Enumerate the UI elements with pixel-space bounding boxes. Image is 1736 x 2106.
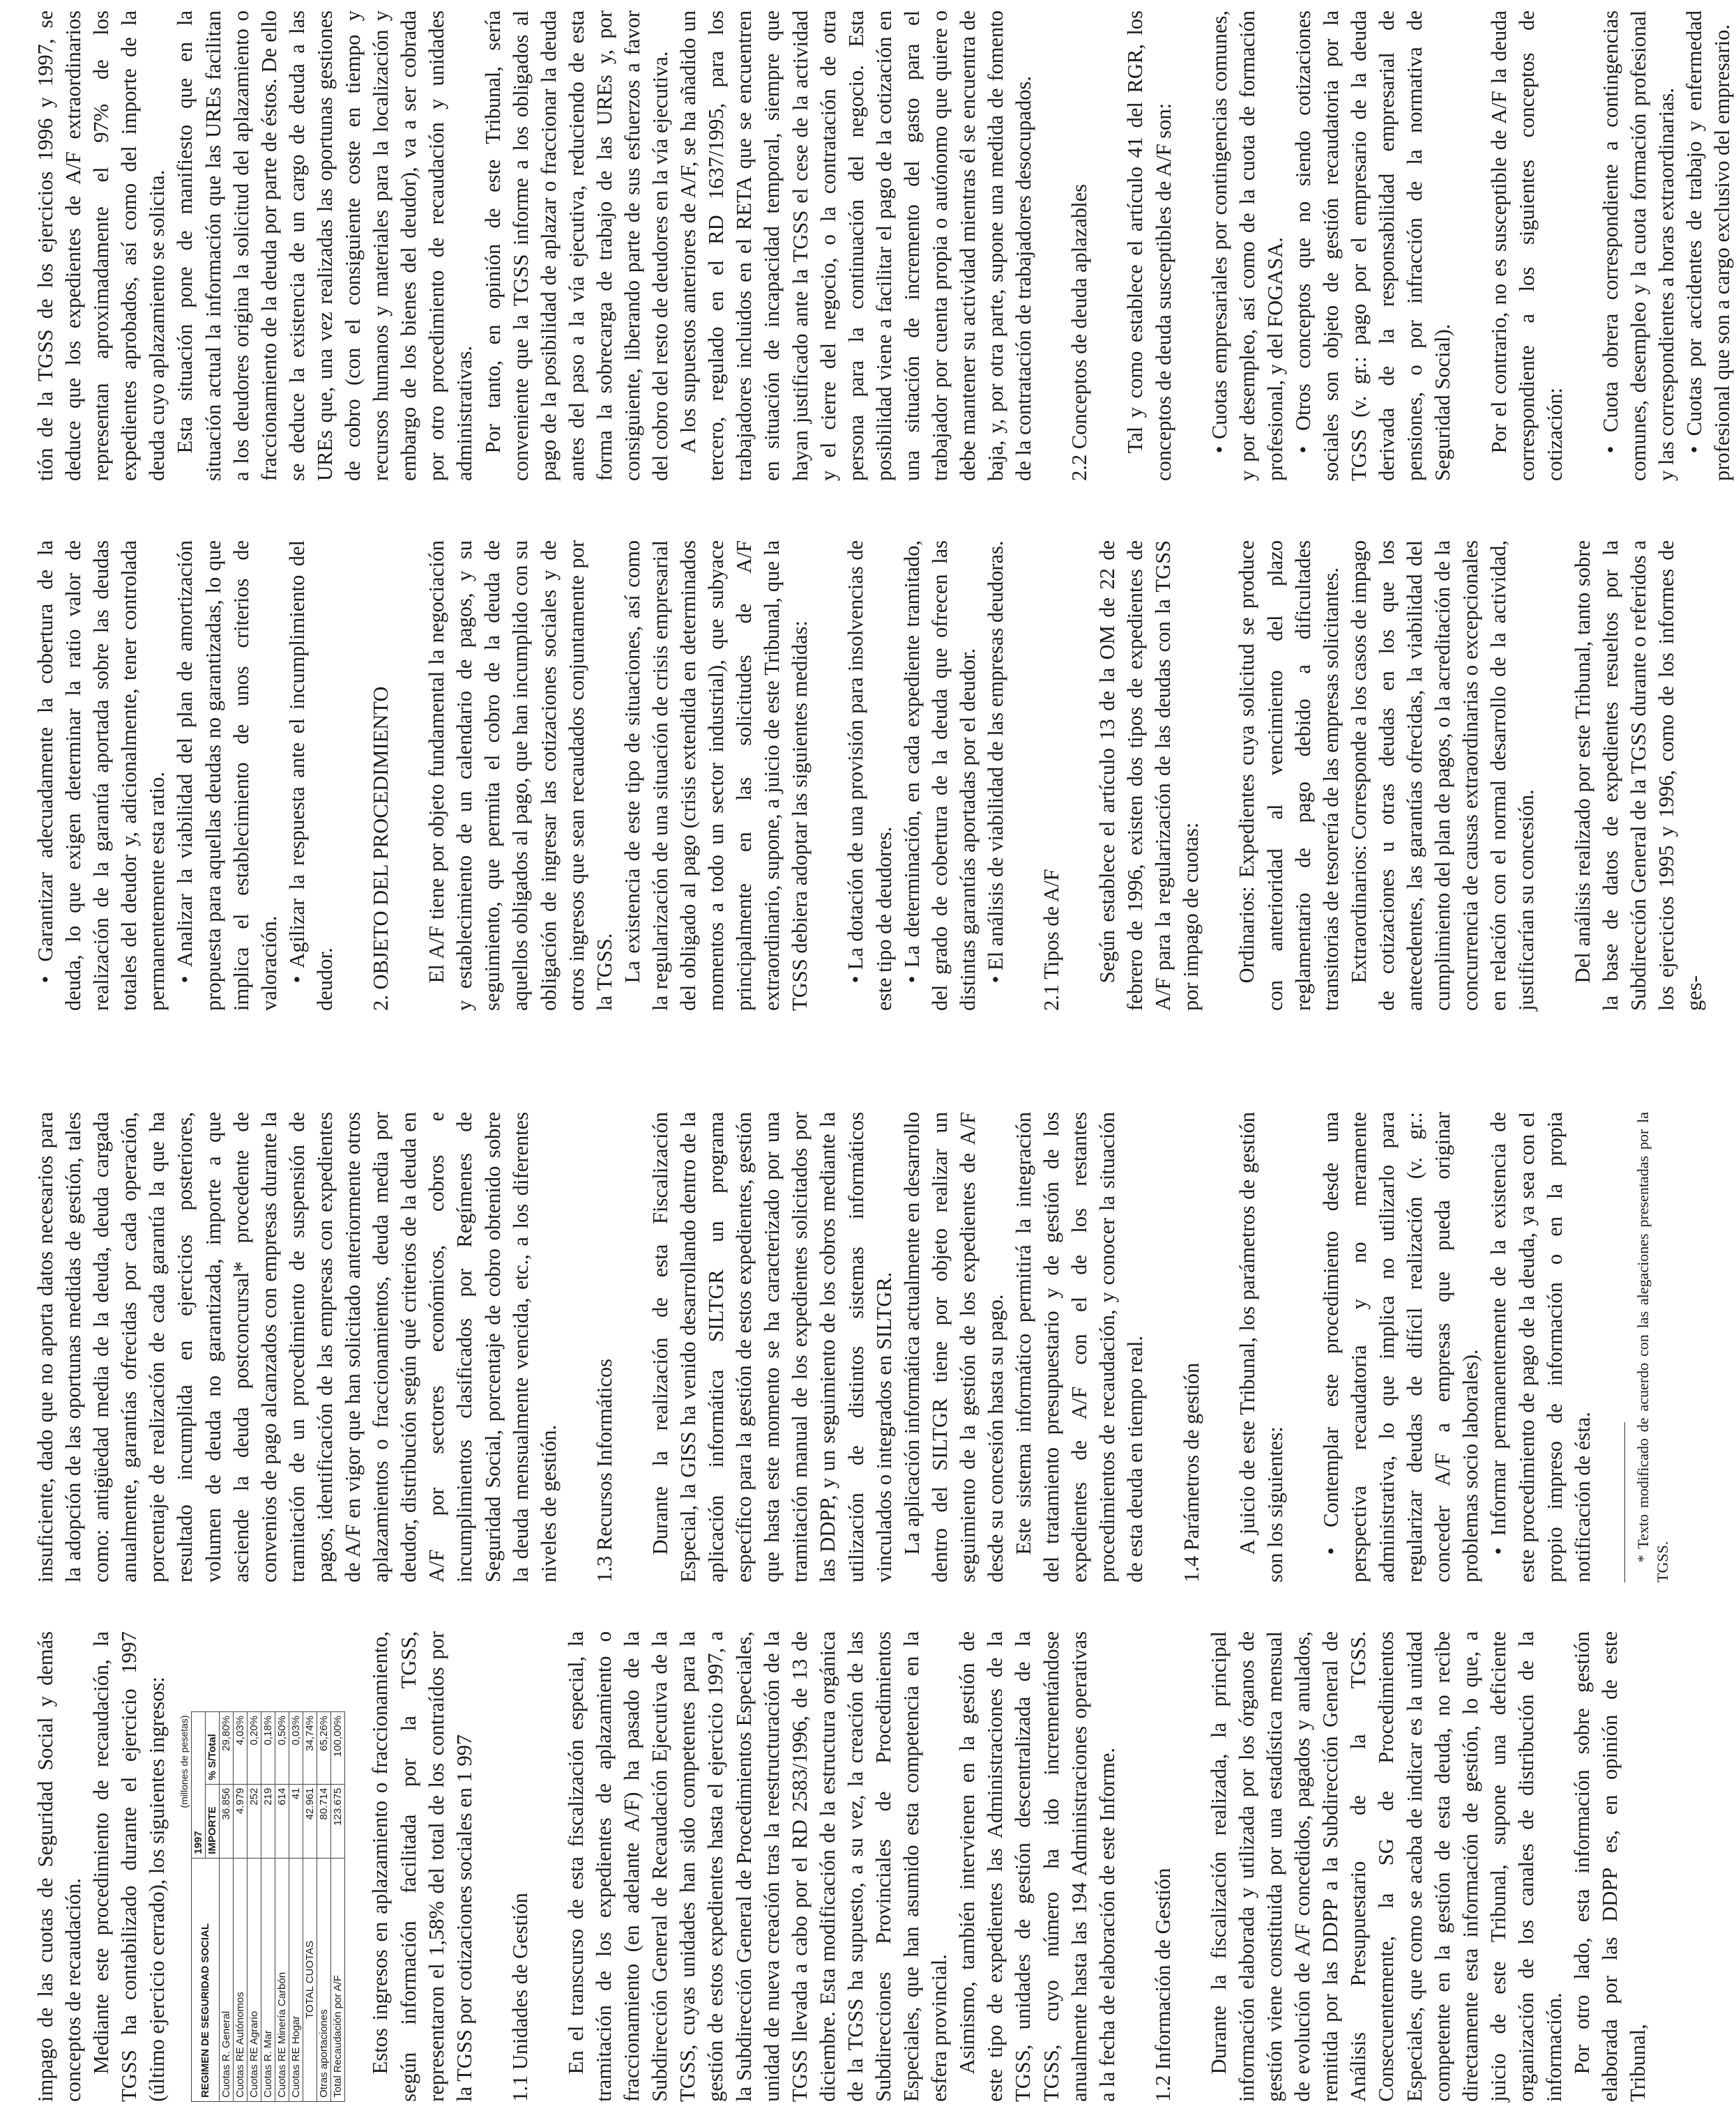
paragraph: impago de las cuotas de Seguridad Social y demás conceptos de recaudación.	[33, 1631, 86, 2102]
table-cell: 65,26%	[317, 1712, 331, 1785]
table-cell: 0,20%	[248, 1712, 261, 1785]
paragraph: A los supuestos anteriores de A/F, se ha añadido un tercero, regulado en el RD 1637/1995, para los trabajadores incluidos en el RETA que se encuentren en situación de incapacidad temporal, siempre que hayan justificado ante la TGSS el cese de la actividad y el cierre del negocio, o la contratación de otra persona para la continuación del negocio. Esta posibilidad viene a facilitar el pago de la cotización en una situación de incremento del gasto para el trabajador por cuenta propia o autónomo que quiere o debe mantener su actividad mientras él se encuentra de baja, y, por otra parte, supone una medida de fomento de la contratación de trabajadores desocupados.	[676, 10, 1036, 481]
section-heading: 2. OBJETO DEL PROCEDIMIENTO	[369, 686, 393, 1011]
table-cell: 252	[248, 1784, 261, 1858]
paragraph: Durante la fiscalización realizada, la principal información elaborada y utilizada por los órganos de gestión viene constituida por una estadística mensual de evolución de A/F concedidos, pagados y anulados, remitida por las DDPP a la Subdirección General de Análisis Presupuestario de la TGSS. Consecuentemente, la SG de Procedimientos Especiales, que como se acaba de indicar es la unidad competente en la gestión de esta deuda, no recibe directamente esta información de gestión, lo que, a juicio de este Tribunal, supone una deficiente organización de los canales de distribución de la información.	[1206, 1631, 1567, 2102]
list-item: • Otros conceptos que no siendo cotizaciones sociales son objeto de gestión recaudatoria por la TGSS (v. gr.: pago por el empresario de la deuda derivada de la responsabilidad empresarial de pensiones, o por infracción de la normativa de Seguridad Social).	[1289, 10, 1457, 481]
table-header-importe: IMPORTE	[206, 1784, 220, 1858]
paragraph: Mediante este procedimiento de recaudación, la TGSS ha contabilizado durante el ejercicio 1997 (último ejercicio cerrado), los siguientes ingresos:	[89, 1631, 169, 2102]
table-cell: Cuotas R. General	[220, 1858, 234, 2101]
list-item: • Agilizar la respuesta ante el incumplimiento del deudor.	[283, 540, 339, 1011]
table-row	[289, 1712, 303, 2102]
section-heading: 1.2 Información de Gestión	[1150, 1868, 1175, 2102]
paragraph: insuficiente, dado que no aporta datos necesarios para la adopción de las oportunas medidas de gestión, tales como: antigüedad media de la deuda, deuda cargada anualmente, garantías ofrecidas por cada operación, porcentaje de realización de cada garantía la que ha resultado incumplida en ejercicios posteriores, volumen de deuda no garantizada, importe a que asciende la deuda postconcursal* procedente de convenios de pago alcanzados con empresas durante la tramitación de un procedimiento de suspensión de pagos, identificación de las empresas con expedientes de A/F en vigor que han solicitado anteriormente otros aplazamientos o fraccionamientos, deuda media por deudor, distribución según qué criterios de la deuda en A/F por sectores económicos, cobros e incumplimientos clasificados por Regímenes de Seguridad Social, porcentaje de cobro obtenido sobre la deuda mensualmente vencida, etc., a los diferentes niveles de gestión.	[33, 1112, 561, 1582]
bullet-list	[1317, 1112, 1597, 1582]
table-cell: 4.979	[234, 1784, 248, 1858]
table-row	[234, 1712, 248, 2102]
paragraph: Por tanto, en opinión de este Tribunal, sería conveniente que la TGSS informe a los obligados al pago de la posibilidad de aplazar o fraccionar la deuda antes del paso a la vía ejecutiva, reduciendo de esta forma la sobrecarga de trabajo de las UREs y, por consiguiente, liberando parte de sus esfuerzos a favor del cobro del resto de deudores en la vía ejecutiva.	[480, 10, 673, 481]
revenue-table	[178, 1711, 345, 2102]
section-heading: 2.2 Conceptos de deuda aplazables	[1067, 183, 1092, 481]
column-4	[31, 10, 1735, 481]
column-3	[31, 540, 1706, 1011]
table-cell: Cuotas RE Minería Carbón	[275, 1858, 289, 2101]
table-cell: 0,03%	[289, 1712, 303, 1785]
list-item: • Contemplar este procedimiento desde una perspectiva recaudatoria y no meramente administrativa, lo que implica no utilizarlo para regularizar deudas de difícil realización (v. gr.: conceder A/F a empresas que pueda originar problemas socio laborales).	[1317, 1112, 1485, 1582]
table-cell: 0,50%	[275, 1712, 289, 1785]
table-cell: 4,03%	[234, 1712, 248, 1785]
footnote-rule	[1624, 1422, 1625, 1582]
list-item: • Cuotas por accidentes de trabajo y enfermedad profesional que son a cargo exclusivo del empresario.	[1680, 10, 1736, 481]
list-item: • Garantizar adecuadamente la cobertura de la deuda, lo que exigen determinar la ratio valor de realización de la garantía aportada sobre las deudas totales del deudor y, adicionalmente, tener controlada permanentemente esta ratio.	[31, 540, 171, 1011]
table-row	[248, 1712, 261, 2102]
table-cell: 123.675	[331, 1784, 345, 1858]
paragraph: Asimismo, también intervienen en la gestión de este tipo de expedientes las Administraciones de la TGSS, unidades de gestión descentralizada de la TGSS, cuyo número ha ido incrementándose anualmente hasta las 194 Administraciones operativas a la fecha de elaboración de este Informe.	[955, 1631, 1119, 2102]
paragraph: Del análisis realizado por este Tribunal, tanto sobre la base de datos de expedientes resueltos por la Subdirección General de la TGSS durante o referidos a los ejercicios 1995 y 1996, como de los informes de ges-	[1570, 540, 1706, 1011]
column-1	[31, 1631, 1650, 2102]
paragraph: Según establece el artículo 13 de la OM de 22 de febrero de 1996, existen dos tipos de expedientes de A/F para la regularización de las deudas con la TGSS por impago de cuotas:	[1095, 540, 1203, 1011]
column-2	[31, 1112, 1671, 1582]
section-heading: 1.3 Recursos Informáticos	[592, 1358, 616, 1582]
table-cell: Cuotas RE Hogar	[289, 1858, 303, 2101]
table-row	[261, 1712, 275, 2102]
table-cell: 100,00%	[331, 1712, 345, 1785]
paragraph: A juicio de este Tribunal, los parámetros de gestión son los siguientes:	[1235, 1112, 1287, 1582]
table-row	[220, 1712, 234, 2102]
list-item: • Cuota obrera correspondiente a contingencias comunes, desempleo y la cuota formación profesional y las correspondientes a horas extraordinarias.	[1597, 10, 1680, 481]
table-cell: Cuotas RE Autónomos	[234, 1858, 248, 2101]
list-item: • Cuotas empresariales por contingencias comunes, y por desempleo, así como de la cuota de formación profesional, y del FOGASA.	[1205, 10, 1289, 481]
table-cell: 29,80%	[220, 1712, 234, 1785]
table-cell: Cuotas RE Agrario	[248, 1858, 261, 2101]
section-heading: 2.1 Tipos de A/F	[1040, 869, 1063, 1011]
paragraph: tión de la TGSS de los ejercicios 1996 y 1997, se deduce que los expedientes de A/F extraordinarios representan aproximadamente el 97% de los expedientes aprobados, así como del importe de la deuda cuyo aplazamiento se solicita.	[33, 10, 169, 481]
table-row-otras	[317, 1712, 331, 2102]
table-header-regimen: REGIMEN DE SEGURIDAD SOCIAL	[192, 1858, 220, 2101]
paragraph: Ordinarios: Expedientes cuya solicitud se produce con anterioridad al vencimiento del plazo reglamentario de pago debido a dificultades transitorias de tesorería de las empresas solicitantes.	[1235, 540, 1343, 1011]
table-cell: Otras aportaciones	[317, 1858, 331, 2101]
table-cell: 34,74%	[303, 1712, 317, 1785]
footnote: * Texto modificado de acuerdo con las alegaciones presentadas por la TGSS.	[1634, 1112, 1671, 1582]
paragraph: El A/F tiene por objeto fundamental la negociación y establecimiento de un calendario de pagos, y su seguimiento, que permita el cobro de la deuda de aquellos obligados al pago, que han incumplido con su obligación de ingresar las cotizaciones sociales y de otros ingresos que sean recaudados conjuntamente por la TGSS.	[425, 540, 616, 1011]
table-cell: 614	[275, 1784, 289, 1858]
bullet-list	[842, 540, 1010, 1011]
list-item: • La dotación de una provisión para insolvencias de este tipo de deudores.	[842, 540, 897, 1011]
paragraph: La existencia de este tipo de situaciones, así como la regularización de una situación de crisis empresarial del obligado al pago (crisis extendida en determinados momentos a todo un sector industrial), que subyace principalmente en las solicitudes de A/F extraordinario, supone, a juicio de este Tribunal, que la TGSS debiera adoptar las siguientes medidas:	[620, 540, 812, 1011]
table-cell: 219	[261, 1784, 275, 1858]
table-cell: 36.856	[220, 1784, 234, 1858]
table-header-year: 1997	[192, 1712, 206, 1859]
section-heading: 1.4 Parámetros de gestión	[1179, 1362, 1203, 1582]
paragraph: Durante la realización de esta Fiscalización Especial, la GISS ha venido desarrollando dentro de la aplicación informática SILTGR un programa específico para la gestión de estos expedientes, gestión que hasta este momento se ha caracterizado por una tramitación manual de los expedientes solicitados por las DDPP, y un seguimiento de los cobros mediante la utilización de distintos sistemas informáticos vinculados o integrados en SILTGR.	[648, 1112, 896, 1582]
rotated-page	[31, 10, 1735, 2102]
paragraph: Este sistema informático permitirá la integración del tratamiento presupuestario y de gestión de los expedientes de A/F con el de los restantes procedimientos de recaudación, y conocer la situación de esta deuda en tiempo real.	[1012, 1112, 1148, 1582]
table-row-total-cuotas	[303, 1712, 317, 2102]
paragraph: Tal y como establece el artículo 41 del RGR, los conceptos de deuda susceptibles de A/F son:	[1123, 10, 1175, 481]
list-item: • El análisis de viabilidad de las empresas deudoras.	[982, 540, 1010, 1011]
bullet-list	[31, 540, 339, 1011]
paragraph: La aplicación informática actualmente en desarrollo dentro del SILTGR tiene por objeto realizar un seguimiento de la gestión de los expedientes de A/F desde su concesión hasta su pago.	[899, 1112, 1007, 1582]
paragraph: Estos ingresos en aplazamiento o fraccionamiento, según información facilitada por la TGSS, representaron el 1,58% del total de los contraídos por la TGSS por cotizaciones sociales en 1 997	[368, 1631, 476, 2102]
paragraph: Esta situación pone de manifiesto que en la situación actual la información que las UREs facilitan a los deudores origina la solicitud del aplazamiento o fraccionamiento de la deuda por parte de éstos. De ello se deduce la existencia de un cargo de deuda a las UREs que, una vez realizadas las oportunas gestiones de cobro (con el consiguiente coste en tiempo y recursos humanos y materiales para la localización y embargo de los bienes del deudor), va a ser cobrada por otro procedimiento de recaudación y unidades administrativas.	[173, 10, 477, 481]
table-header-pct: % S/Total	[206, 1712, 220, 1785]
table-cell: 42.961	[303, 1784, 317, 1858]
bullet-list	[1205, 10, 1457, 481]
paragraph: Por el contrario, no es susceptible de A/F la deuda correspondiente a los siguientes conceptos de cotización:	[1486, 10, 1567, 481]
table-cell: TOTAL CUOTAS	[303, 1858, 317, 2101]
table-cell: 80.714	[317, 1784, 331, 1858]
table-row	[275, 1712, 289, 2102]
paragraph: En el transcurso de esta fiscalización especial, la tramitación de los expedientes de aplazamiento o fraccionamiento (en adelante A/F) ha pasado de la Subdirección General de Recaudación Ejecutiva de la TGSS, cuyas unidades han sido competentes para la gestión de estos expedientes hasta el ejercicio 1997, a la Subdirección General de Procedimientos Especiales, unidad de nueva creación tras la reestructuración de la TGSS llevada a cabo por el RD 2583/1996, de 13 de diciembre. Esta modificación de la estructura orgánica de la TGSS ha supuesto, a su vez, la creación de las Subdirecciones Provinciales de Procedimientos Especiales, que han asumido esta competencia en la esfera provincial.	[563, 1631, 952, 2102]
table-cell: 41	[289, 1784, 303, 1858]
paragraph: Extraordinarios: Corresponde a los casos de impago de cotizaciones u otras deudas en los que los antecedentes, las garantías ofrecidas, la viabilidad del cumplimiento del plan de pagos, o la acreditación de la concurrencia de causas extraordinarias o excepcionales en relación con el normal desarrollo de la actividad, justificarían su concesión.	[1346, 540, 1539, 1011]
table-cell: Cuotas R. Mar	[261, 1858, 275, 2101]
paragraph: Por otro lado, esta información sobre gestión elaborada por las DDPP es, en opinión de este Tribunal,	[1570, 1631, 1650, 2102]
table-row-total-recaudacion	[331, 1712, 345, 2102]
table-caption: (millones de pesetas)	[178, 1715, 190, 1808]
list-item: • La determinación, en cada expediente tramitado, del grado de cobertura de la deuda que ofrecen las distintas garantías aportadas por el deudor.	[898, 540, 982, 1011]
list-item: • Analizar la viabilidad del plan de amortización propuesta para aquellas deudas no garantizadas, lo que implica el establecimiento de unos criterios de valoración.	[171, 540, 282, 1011]
list-item: • Informar permanentemente de la existencia de este procedimiento de pago de la deuda, ya sea con el propio impreso de información o en la propia notificación de ésta.	[1484, 1112, 1596, 1582]
table-cell: Total Recaudación por A/F	[331, 1858, 345, 2101]
table-cell: 0,18%	[261, 1712, 275, 1785]
bullet-list	[1597, 10, 1736, 481]
section-heading: 1.1 Unidades de Gestión	[508, 1893, 532, 2102]
